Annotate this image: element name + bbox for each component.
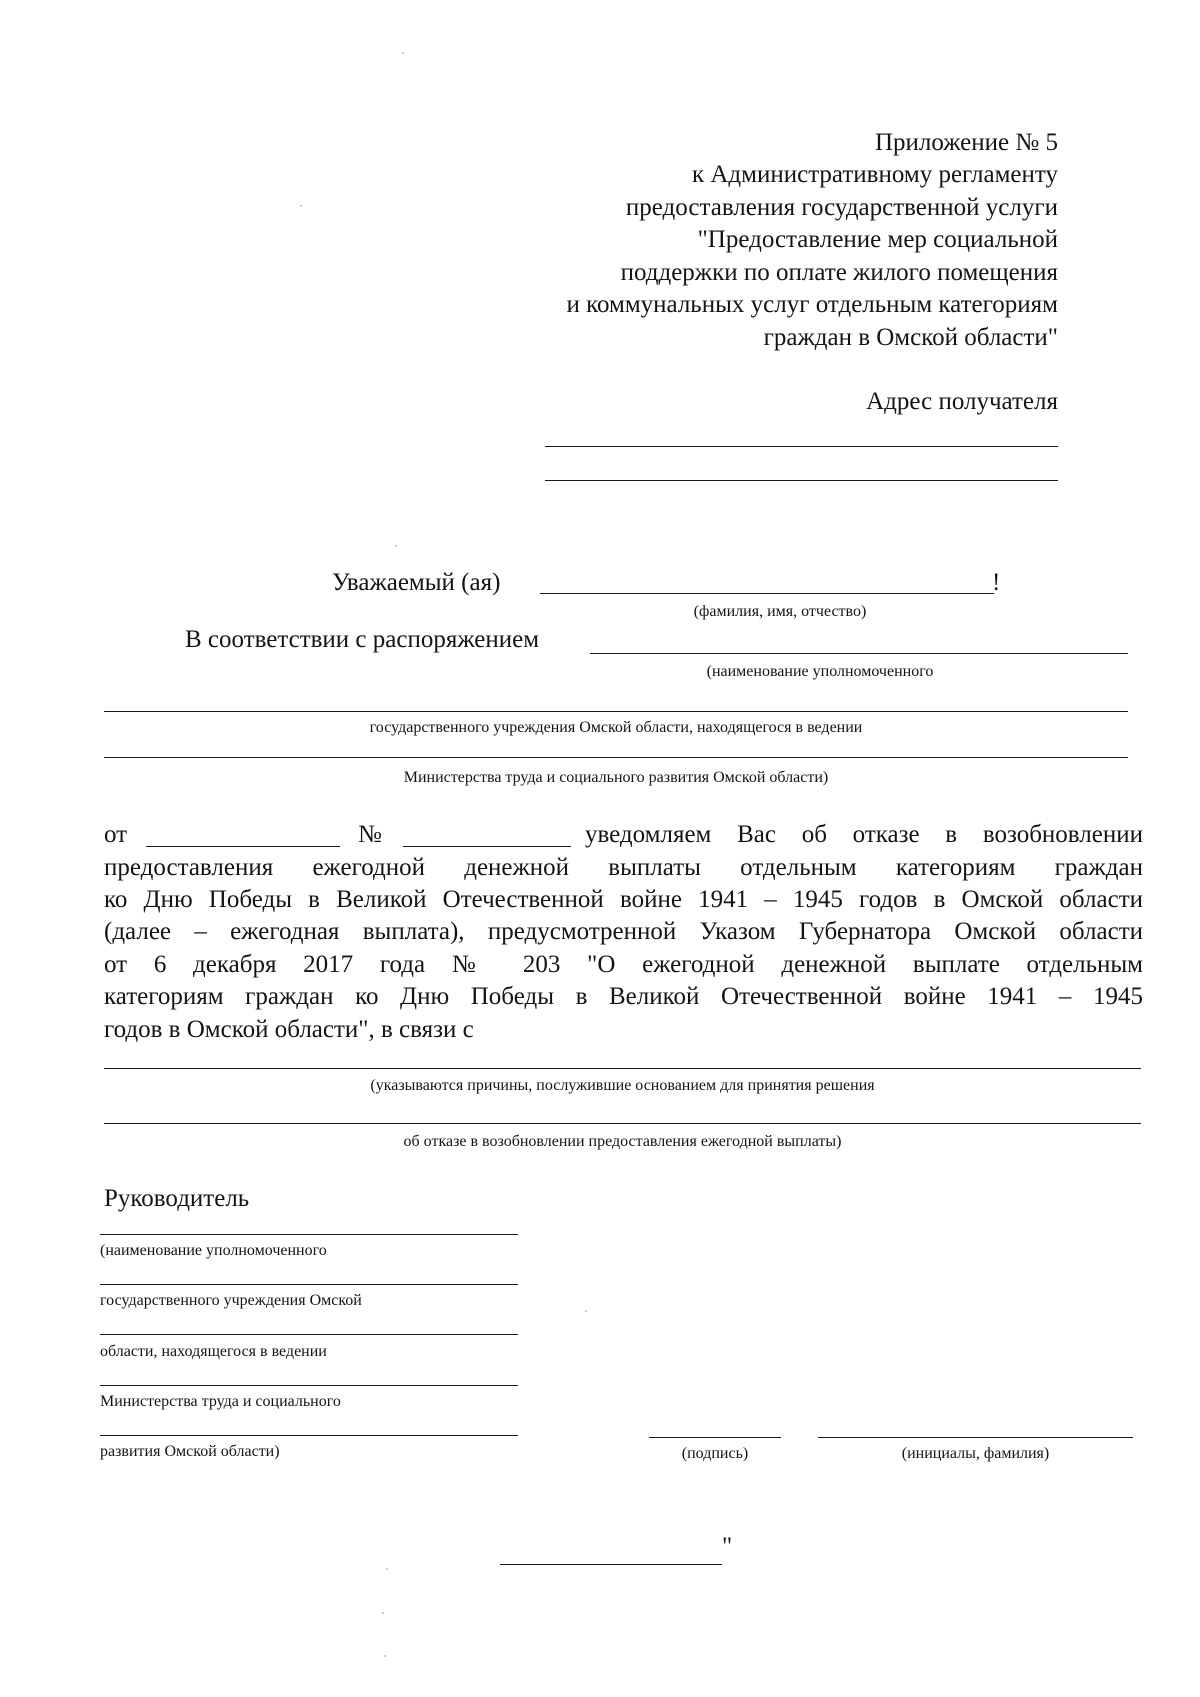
name-caption: (фамилия, имя, отчество): [693, 603, 867, 620]
order-line: [104, 757, 1128, 758]
order-date-line: [146, 846, 340, 847]
scan-speck: [384, 1655, 386, 1657]
date-line: [500, 1564, 722, 1565]
name-initials-line: [818, 1437, 1133, 1438]
number-sign: №: [358, 821, 382, 848]
org-caption: развития Омской области): [100, 1443, 280, 1460]
order-number-line: [403, 846, 571, 847]
signature-caption: (подпись): [681, 1445, 749, 1462]
recipient-name-line: [540, 593, 994, 594]
order-label: В соответствии с распоряжением: [185, 626, 540, 653]
org-line: [100, 1234, 518, 1235]
appendix-title: Приложение № 5: [874, 129, 1058, 156]
org-line: [100, 1385, 518, 1386]
header-line: предоставления государственной услуги: [625, 194, 1058, 221]
order-line: [590, 653, 1128, 654]
header-line: поддержки по оплате жилого помещения: [620, 259, 1058, 286]
reason-line: [104, 1123, 1141, 1124]
scan-speck: [395, 545, 397, 547]
greeting-label: Уважаемый (ая): [332, 569, 501, 596]
org-caption: Министерства труда и социального: [100, 1393, 341, 1410]
body-text-line: предоставления ежегодной денежной выплаты отдельным категориям граждан: [104, 854, 1143, 881]
header-line: граждан в Омской области": [763, 324, 1058, 351]
signature-title: Руководитель: [104, 1185, 250, 1212]
order-caption: (наименование уполномоченного: [706, 663, 934, 680]
header-line: "Предоставление мер социальной: [697, 226, 1058, 253]
body-text-line: от 6 декабря 2017 года № 203 "О ежегодной денежной выплате отдельным: [104, 951, 1143, 978]
reason-line: [104, 1068, 1141, 1069]
scan-speck: [382, 1612, 384, 1614]
closing-quote-mark: ": [722, 1533, 733, 1560]
greeting-exclamation: !: [992, 569, 1001, 596]
org-line: [100, 1284, 518, 1285]
signature-line: [649, 1437, 781, 1438]
body-text-line: категориям граждан ко Дню Победы в Великой Отечественной войне 1941 – 1945: [104, 983, 1143, 1010]
org-line: [100, 1435, 518, 1436]
body-text-line: (далее – ежегодная выплата), предусмотренной Указом Губернатора Омской области: [104, 918, 1143, 945]
order-line: [104, 711, 1128, 712]
reason-caption: об отказе в возобновлении предоставления ежегодной выплаты): [403, 1133, 842, 1150]
body-text-line: уведомляем Вас об отказе в возобновлении: [585, 821, 1143, 848]
scan-speck: [585, 1310, 587, 1312]
recipient-address-label: Адрес получателя: [866, 388, 1058, 415]
recipient-address-line: [545, 480, 1058, 481]
org-caption: (наименование уполномоченного: [100, 1242, 327, 1259]
body-text-line: годов в Омской области", в связи с: [104, 1016, 474, 1043]
from-label: от: [104, 821, 128, 848]
reason-caption: (указываются причины, послужившие основанием для принятия решения: [370, 1077, 875, 1094]
scan-speck: [300, 205, 302, 207]
header-line: и коммунальных услуг отдельным категориям: [566, 291, 1058, 318]
body-text-line: ко Дню Победы в Великой Отечественной войне 1941 – 1945 годов в Омской области: [104, 886, 1143, 913]
name-initials-caption: (инициалы, фамилия): [901, 1445, 1050, 1462]
order-caption: Министерства труда и социального развития Омской области): [403, 769, 829, 786]
org-line: [100, 1334, 518, 1335]
order-caption: государственного учреждения Омской области, находящегося в ведении: [369, 719, 863, 736]
scan-speck: [386, 1568, 388, 1570]
org-caption: государственного учреждения Омской: [100, 1292, 362, 1309]
org-caption: области, находящегося в ведении: [100, 1343, 327, 1360]
header-line: к Административному регламенту: [691, 161, 1058, 188]
recipient-address-line: [545, 446, 1058, 447]
scan-speck: [402, 52, 404, 54]
